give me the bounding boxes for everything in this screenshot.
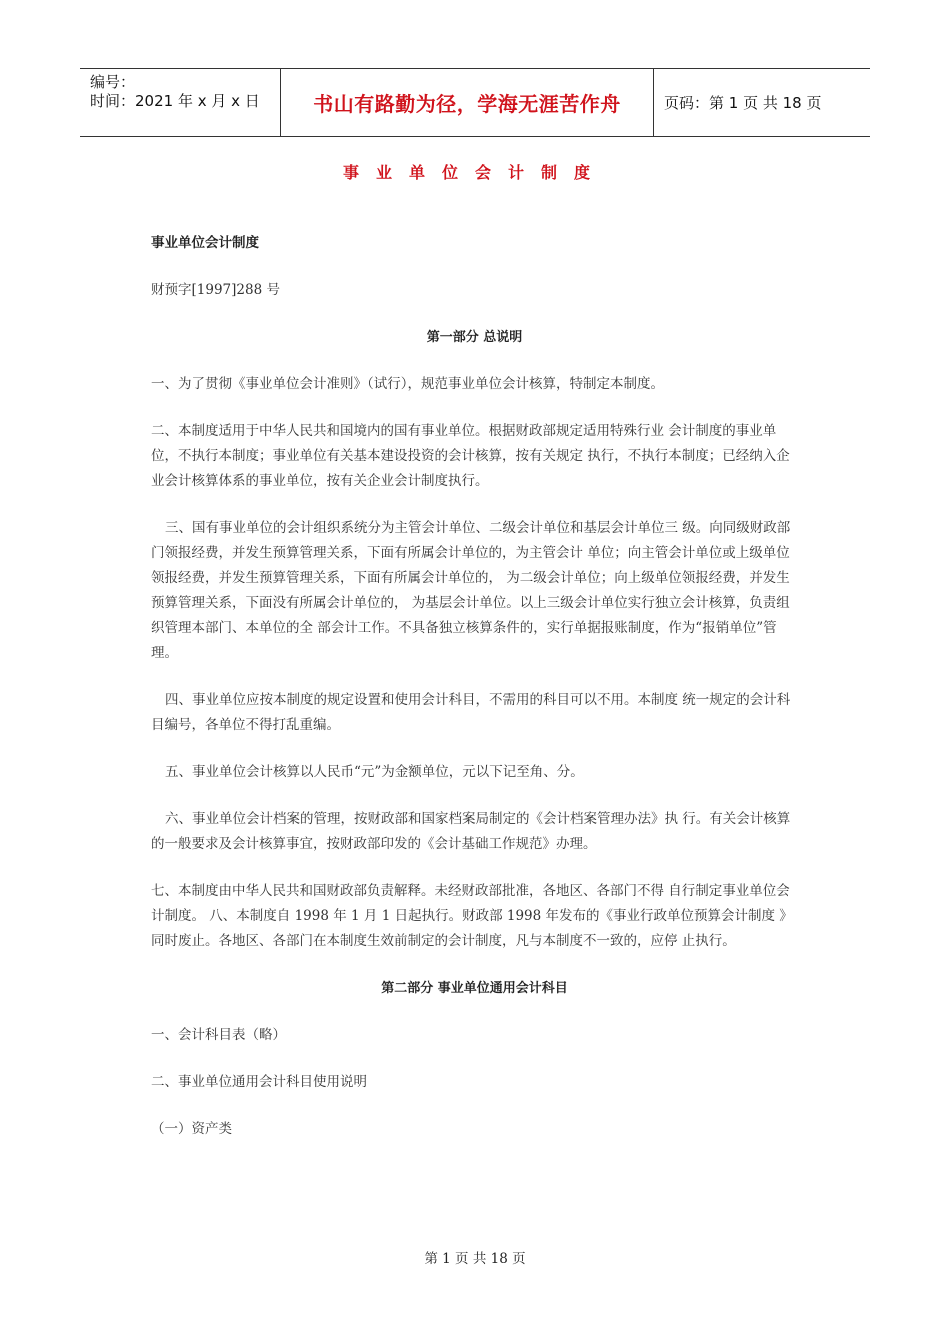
paragraph-1: 一、为了贯彻《事业单位会计准则》（试行），规范事业单位会计核算，特制定本制度。 <box>151 376 664 392</box>
document-title: 事业单位会计制度 <box>342 163 607 182</box>
doc-number: 财预字[1997]288 号 <box>151 282 280 298</box>
header-left-cell <box>80 69 281 136</box>
paragraph-10: （一）资产类 <box>151 1121 232 1137</box>
paragraph-4: 四、事业单位应按本制度的规定设置和使用会计科目，不需用的科目可以不用。本制度 统一规定的会计科目编号，各单位不得打乱重编。 <box>151 692 791 733</box>
motto: 书山有路勤为径，学海无涯苦作舟 <box>281 69 654 136</box>
paragraph-7: 七、本制度由中华人民共和国财政部负责解释。未经财政部批准，各地区、各部门不得 自行制定事业单位会计制度。 八、本制度自 1998 年 1 月 1 日起执行。财政部 1998 年发布的《事业行政单位预算会计制度 》同时废止。各地区、各部门在本制度生效前制定的会计制度，凡与本制度不一致的，应停 止执行。 <box>151 883 793 949</box>
paragraph-9: 二、事业单位通用会计科目使用说明 <box>151 1074 367 1090</box>
paragraph-5: 五、事业单位会计核算以人民币“元”为金额单位，元以下记至角、分。 <box>165 764 584 780</box>
paragraph-8: 一、会计科目表（略） <box>151 1027 286 1043</box>
date-label: 时间：2021 年 x 月 x 日 <box>90 92 260 110</box>
page-label: 页码：第 1 页 共 18 页 <box>664 94 822 112</box>
header-table <box>80 68 870 137</box>
part2-title: 第二部分 事业单位通用会计科目 <box>381 981 568 996</box>
page-footer: 第 1 页 共 18 页 <box>424 1251 526 1267</box>
paragraph-2: 二、本制度适用于中华人民共和国境内的国有事业单位。根据财政部规定适用特殊行业 会计制度的事业单位，不执行本制度；事业单位有关基本建设投资的会计核算，按有关规定 执行，不执行本制度；已经纳入企业会计核算体系的事业单位，按有关企业会计制度执行。 <box>151 423 790 489</box>
body-heading: 事业单位会计制度 <box>151 235 259 251</box>
part1-title: 第一部分 总说明 <box>426 330 523 345</box>
paragraph-3: 三、国有事业单位的会计组织系统分为主管会计单位、二级会计单位和基层会计单位三 级。向同级财政部门领报经费，并发生预算管理关系，下面有所属会计单位的，为主管会计 单位；向主管会计单位或上级单位领报经费，并发生预算管理关系，下面有所属会计单位的， 为二级会计单位；向上级单位领报经费，并发生预算管理关系，下面没有所属会计单位的， 为基层会计单位。以上三级会计单位实行独立会计核算，负责组织管理本部门、本单位的全 部会计工作。不具备独立核算条件的，实行单据报账制度，作为“报销单位”管理。 <box>151 520 791 661</box>
number-label: 编号： <box>90 73 136 91</box>
paragraph-6: 六、事业单位会计档案的管理，按财政部和国家档案局制定的《会计档案管理办法》执 行。有关会计核算的一般要求及会计核算事宜，按财政部印发的《会计基础工作规范》办理。 <box>151 811 791 852</box>
document-body <box>151 231 798 1142</box>
